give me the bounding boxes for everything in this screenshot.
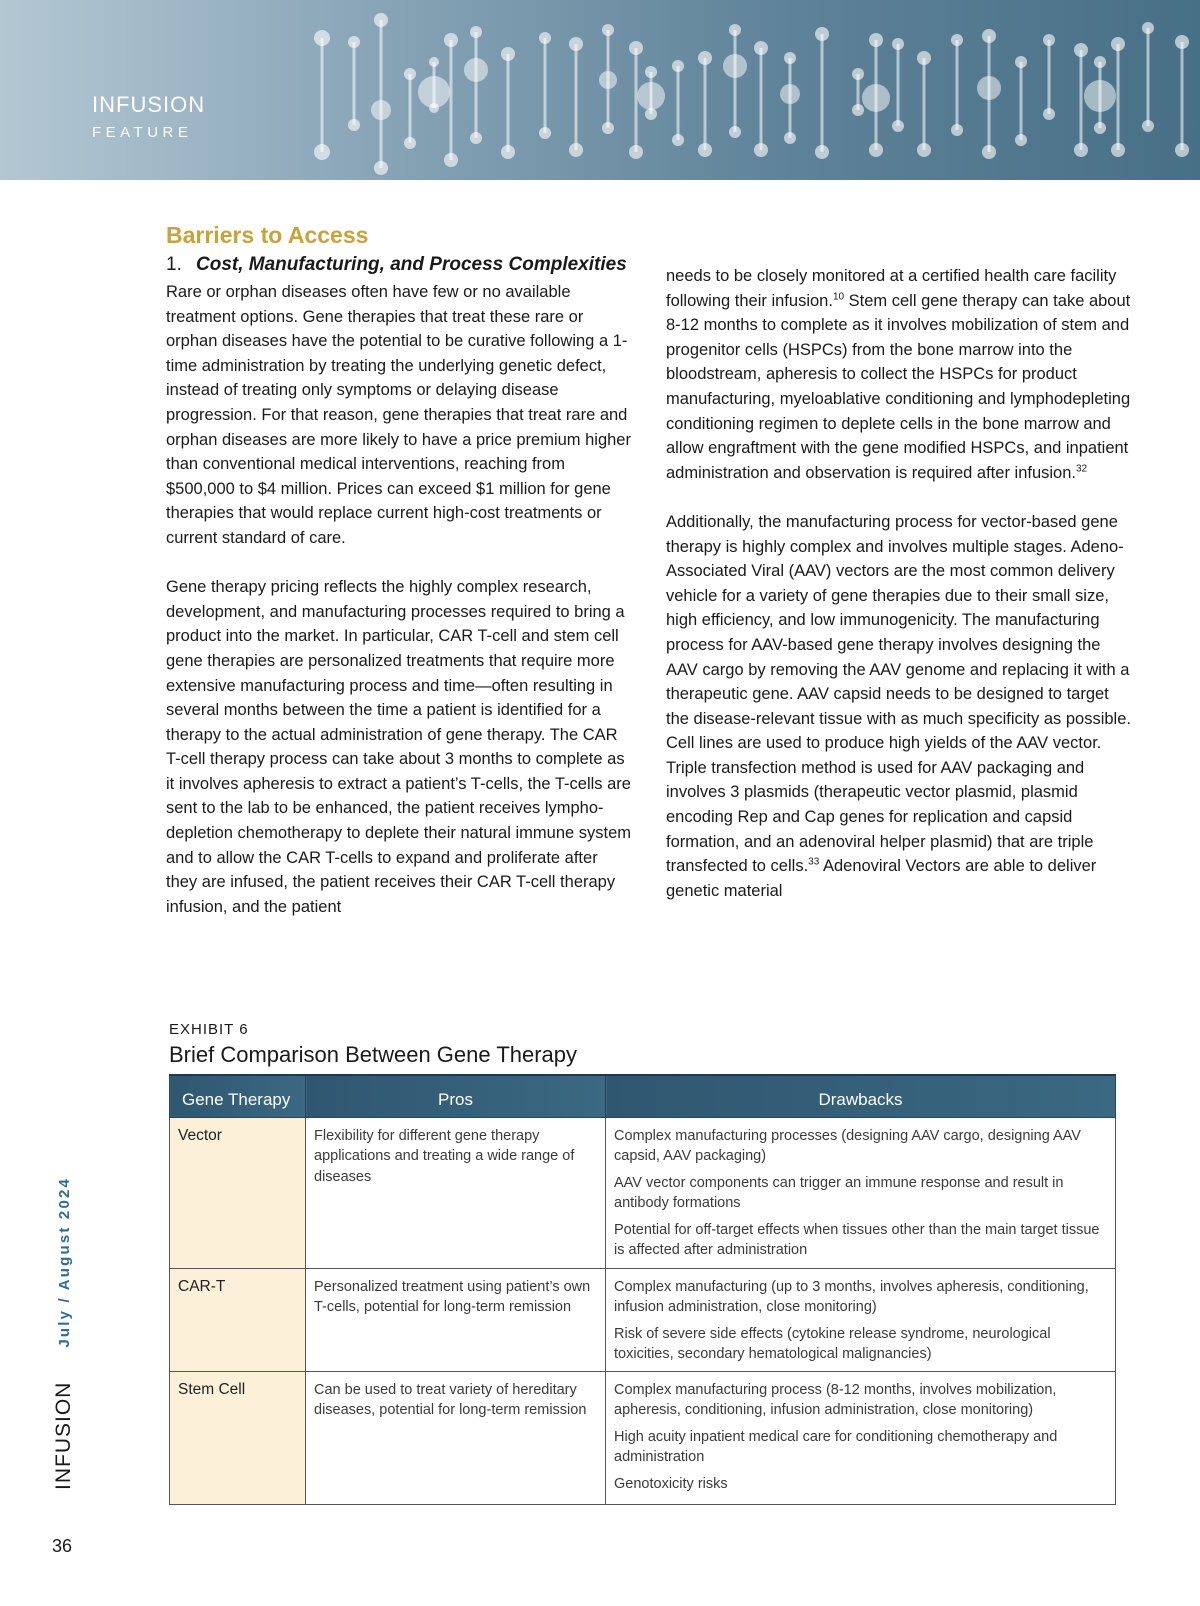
therapy-name-cell: CAR-T: [170, 1268, 306, 1371]
dna-node: [862, 84, 890, 112]
dna-node: [569, 37, 583, 51]
dna-node: [672, 60, 684, 72]
dna-node: [754, 143, 768, 157]
dna-node: [1094, 122, 1106, 134]
table-row: [170, 1268, 1116, 1371]
dna-node: [852, 104, 864, 116]
column-header: Drawbacks: [606, 1075, 1116, 1117]
dna-node: [1074, 43, 1088, 57]
dna-node: [852, 68, 864, 80]
drawbacks-cell: [606, 1117, 1116, 1268]
exhibit-title: Brief Comparison Between Gene Therapy: [169, 1042, 578, 1067]
dna-node: [501, 145, 515, 159]
dna-node: [784, 52, 796, 64]
dna-node: [729, 24, 741, 36]
pros-cell: Can be used to treat variety of hereditary diseases, potential for long-term remission: [306, 1371, 606, 1504]
paragraph-text: Stem cell gene therapy can take about 8-12 months to complete as it involves mobilization of stem and progenitor cells (HSPCs) from the bone marrow into the bloodstream, apheresis to collect the HSPCs for product manufacturing, myeloablative conditioning and lymphodepleting conditioning regimen to deplete cells in the bone marrow and allow engraftment with the gene modified HSPCs, and inpatient administration and observation is required after infusion.: [666, 291, 1131, 482]
dna-node: [892, 38, 904, 50]
paragraph: [666, 510, 1132, 904]
dna-node: [917, 143, 931, 157]
dna-node: [784, 132, 796, 144]
dna-node: [780, 84, 800, 104]
subheading: [166, 252, 632, 277]
issue-date: July / August 2024: [55, 1176, 73, 1348]
dna-node: [444, 33, 458, 47]
footnote-ref: 33: [808, 856, 820, 868]
dna-node: [599, 71, 617, 89]
dna-node: [404, 137, 416, 149]
table-row: [170, 1371, 1116, 1504]
dna-node: [1142, 22, 1154, 34]
footnote-ref: 10: [832, 291, 845, 303]
subheading-text: Cost, Manufacturing, and Process Complexities: [196, 254, 627, 275]
dna-node: [470, 132, 482, 144]
dna-node: [418, 76, 450, 108]
dna-node: [314, 30, 330, 46]
dna-node: [977, 76, 1001, 100]
dna-node: [982, 29, 996, 43]
dna-node: [539, 32, 551, 44]
comparison-table: [169, 1074, 1116, 1505]
drawback-item: Potential for off-target effects when tissues other than the main target tissue is affected after administration: [614, 1221, 1100, 1258]
dna-node: [723, 54, 747, 78]
dna-node: [1015, 134, 1027, 146]
dna-node: [1074, 143, 1088, 157]
dna-node: [371, 100, 391, 120]
column-header: Pros: [306, 1075, 606, 1117]
footer-logo: INFUSION: [52, 1381, 75, 1490]
dna-node: [869, 143, 883, 157]
footnote-ref: 32: [1075, 463, 1088, 475]
table-header-row: [170, 1075, 1116, 1117]
header-banner: [0, 0, 1200, 180]
dna-node: [917, 51, 931, 65]
dna-node: [539, 127, 551, 139]
therapy-name-cell: Stem Cell: [170, 1371, 306, 1504]
dna-node: [729, 126, 741, 138]
pros-cell: Personalized treatment using patient’s own T-cells, potential for long-term remission: [306, 1268, 606, 1371]
article-left-column: [166, 220, 632, 944]
dna-node: [629, 41, 643, 55]
masthead: [92, 92, 205, 141]
section-heading: Barriers to Access: [166, 222, 369, 248]
dna-node: [951, 34, 963, 46]
dna-node: [629, 145, 643, 159]
dna-node: [1084, 80, 1116, 112]
dna-node: [348, 36, 360, 48]
dna-node: [892, 120, 904, 132]
dna-node: [569, 143, 583, 157]
paragraph-text: Additionally, the manufacturing process for vector-based gene therapy is highly complex and involves multiple stages. Adeno-Associated Viral (AAV) vectors are the most common delivery vehicle for a variety of gene therapies due to their small size, high efficiency, and low immunogenicity. The manufacturing process for AAV-based gene therapy involves designing the AAV cargo by removing the AAV genome and replacing it with a therapeutic gene. AAV capsid needs to be designed to target the disease-relevant tissue with as much specificity as possible. Cell lines are used to produce high yields of the AAV vector. Triple transfection method is used for AAV packaging and involves 3 plasmids (therapeutic vector plasmid, plasmid encoding Rep and Cap genes for replication and capsid formation, and an adenoviral helper plasmid) that are triple transfected to cells.: [666, 512, 1131, 876]
dna-node: [869, 33, 883, 47]
drawback-item: Genotoxicity risks: [614, 1475, 728, 1492]
drawback-item: Risk of severe side effects (cytokine release syndrome, neurological toxicities, secondary hematological malignancies): [614, 1325, 1051, 1362]
dna-node: [602, 24, 614, 36]
dna-node: [637, 82, 665, 110]
section-label: FEATURE: [92, 124, 193, 141]
dna-node: [464, 58, 488, 82]
dna-strand-graphic: [0, 0, 1200, 180]
dna-node: [429, 57, 439, 67]
paragraph-text: needs to be closely monitored at a certified health care facility following their infusion.: [666, 267, 1117, 310]
dna-node: [374, 13, 388, 27]
exhibit-label: EXHIBIT 6: [169, 1021, 249, 1038]
dna-node: [815, 145, 829, 159]
drawback-item: Complex manufacturing (up to 3 months, involves apheresis, conditioning, infusion administration, close monitoring): [614, 1278, 1089, 1315]
dna-node: [982, 145, 996, 159]
dna-node: [1142, 120, 1154, 132]
dna-node: [1043, 108, 1055, 120]
dna-node: [404, 68, 416, 80]
dna-node: [470, 26, 482, 38]
drawbacks-cell: [606, 1268, 1116, 1371]
dna-node: [1175, 35, 1189, 49]
drawback-item: High acuity inpatient medical care for conditioning chemotherapy and administration: [614, 1428, 1058, 1465]
drawback-item: Complex manufacturing process (8-12 months, involves mobilization, apheresis, conditioning, infusion administration, close monitoring): [614, 1381, 1057, 1418]
subheading-number: 1.: [166, 254, 182, 275]
dna-node: [1175, 143, 1189, 157]
dna-node: [1015, 56, 1027, 68]
dna-node: [348, 119, 360, 131]
column-header: Gene Therapy: [170, 1075, 306, 1117]
dna-node: [951, 124, 963, 136]
paragraph: Rare or orphan diseases often have few or no available treatment options. Gene therapies that treat these rare or orphan diseases have the potential to be curative following a 1-time administration by treating the underlying genetic defect, instead of treating only symptoms or delaying disease progression. For that reason, gene therapies that treat rare and orphan diseases are more likely to have a price premium higher than conventional medical interventions, reaching from $500,000 to $4 million. Prices can exceed $1 million for gene therapies that would replace current high-cost treatments or current standard of care.: [166, 283, 631, 547]
dna-node: [1111, 143, 1125, 157]
dna-node: [1094, 56, 1106, 68]
paragraph: [666, 264, 1132, 485]
dna-node: [501, 47, 515, 61]
therapy-name-cell: Vector: [170, 1117, 306, 1268]
dna-node: [602, 122, 614, 134]
drawback-item: AAV vector components can trigger an immune response and result in antibody formations: [614, 1174, 1064, 1211]
dna-node: [444, 153, 458, 167]
dna-node: [1111, 37, 1125, 51]
dna-node: [754, 41, 768, 55]
paragraph-text: Adenoviral Vectors are able to deliver genetic material: [666, 857, 1097, 900]
dna-node: [1043, 34, 1055, 46]
page-number: 36: [52, 1536, 73, 1556]
pros-cell: Flexibility for different gene therapy applications and treating a wide range of diseases: [306, 1117, 606, 1268]
table-row: [170, 1117, 1116, 1268]
vertical-footer: [52, 1177, 76, 1490]
article-right-column: [666, 264, 1132, 928]
dna-node: [698, 51, 712, 65]
drawbacks-cell: [606, 1371, 1116, 1504]
dna-node: [645, 66, 657, 78]
dna-node: [314, 144, 330, 160]
drawback-item: Complex manufacturing processes (designing AAV cargo, designing AAV capsid, AAV packaging): [614, 1127, 1081, 1164]
dna-node: [672, 134, 684, 146]
paragraph: Gene therapy pricing reflects the highly complex research, development, and manufacturing processes required to bring a product into the market. In particular, CAR T-cell and stem cell gene therapies are personalized treatments that require more extensive manufacturing process and time—often resulting in several months between the time a patient is identified for a therapy to the actual administration of gene therapy. The CAR T-cell therapy process can take about 3 months to complete as it involves apheresis to extract a patient’s T-cells, the T-cells are sent to the lab to be enhanced, the patient receives lympho-depletion chemotherapy to deplete their natural immune system and to allow the CAR T-cells to expand and proliferate after they are infused, the patient receives their CAR T-cell therapy infusion, and the patient: [166, 578, 632, 916]
masthead-logo: INFUSION: [92, 92, 206, 117]
dna-node: [815, 27, 829, 41]
dna-node: [374, 161, 388, 175]
dna-node: [698, 143, 712, 157]
